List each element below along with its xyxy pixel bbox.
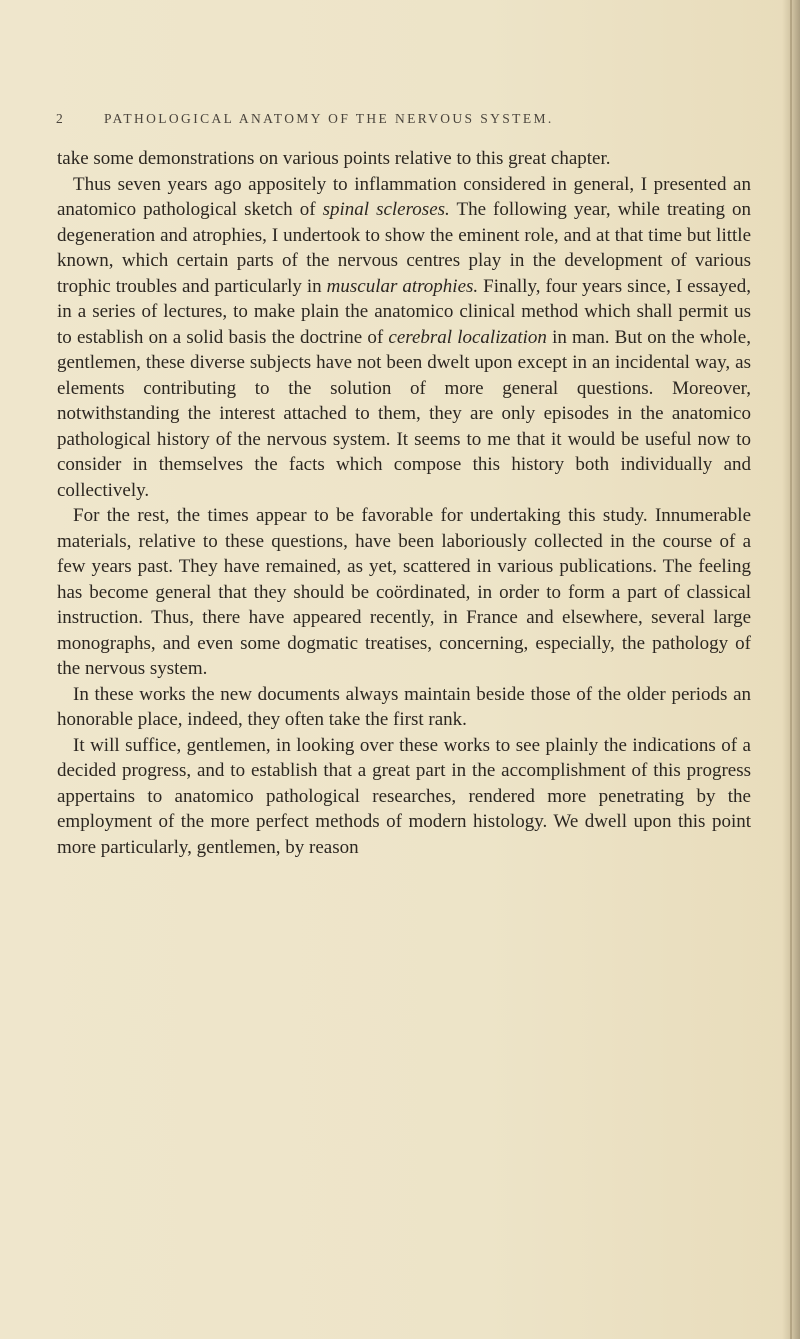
- paragraph-text: The following year, while treating on degeneration and atrophies, I undertook to show the eminent role, and at that time but little known, which certain parts of the nervous centres play in the development of various trophic troubles and particularly in: [57, 199, 752, 297]
- paragraph-text: For the rest, the times appear to be favorable for undertaking this study. Innumerable materials, relative to these questions, have been laboriously collected in the course of a few years past. They have remained, as yet, scattered in various publications. The feeling has become general that they should be coördinated, in order to form a part of classical instruction. Thus, there have appeared recently, in France and elsewhere, several large monographs, and even some dogmatic treatises, concerning, especially, the pathology of the nervous system.: [57, 505, 751, 679]
- paragraph-text: Finally, four years since, I essayed, in a series of lectures, to make plain the anatomico clinical method which shall permit us to establish on a solid basis the doctrine of: [57, 275, 751, 348]
- paragraph-text: It will suffice, gentlemen, in looking over these works to see plainly the indications of a decided progress, and to establish that a great part in the accomplishment of this progress appertains to anatomico pathological researches, rendered more penetrating by the employment of the more perfect methods of modern histology. We dwell upon this point more particularly, gentlemen, by reason: [57, 734, 751, 858]
- paragraph: [57, 503, 751, 682]
- running-title: PATHOLOGICAL ANATOMY OF THE NERVOUS SYSTEM.: [104, 111, 554, 126]
- italic-term: muscular atrophies.: [326, 275, 479, 297]
- paragraph-text: In these works the new documents always maintain beside those of the older periods an honorable place, indeed, they often take the first rank.: [57, 683, 751, 730]
- paragraph: [57, 172, 751, 504]
- paragraph-text: take some demonstrations on various points relative to this great chapter.: [57, 148, 611, 169]
- paragraph: [57, 682, 751, 733]
- paragraph: [57, 733, 751, 861]
- paragraph: [57, 146, 751, 172]
- paragraph-text: in man. But on the whole, gentlemen, these diverse subjects have not been dwelt upon except in an incidental way, as elements contributing to the solution of more general questions. Moreover, notwithstanding the interest attached to them, they are only episodes in the anatomico pathological history of the nervous system. It seems to me that it would be useful now to consider in themselves the facts which compose this history both individually and collectively.: [57, 326, 751, 501]
- page-number: 2: [56, 111, 66, 126]
- body-text: [57, 146, 751, 860]
- italic-term: spinal scleroses.: [322, 199, 450, 220]
- italic-term: cerebral localization: [388, 326, 547, 348]
- paragraph-text: Thus seven years ago appositely to inflammation considered in general, I presented an anatomico pathological sketch of: [57, 173, 751, 220]
- page-edge-line: [790, 0, 792, 1339]
